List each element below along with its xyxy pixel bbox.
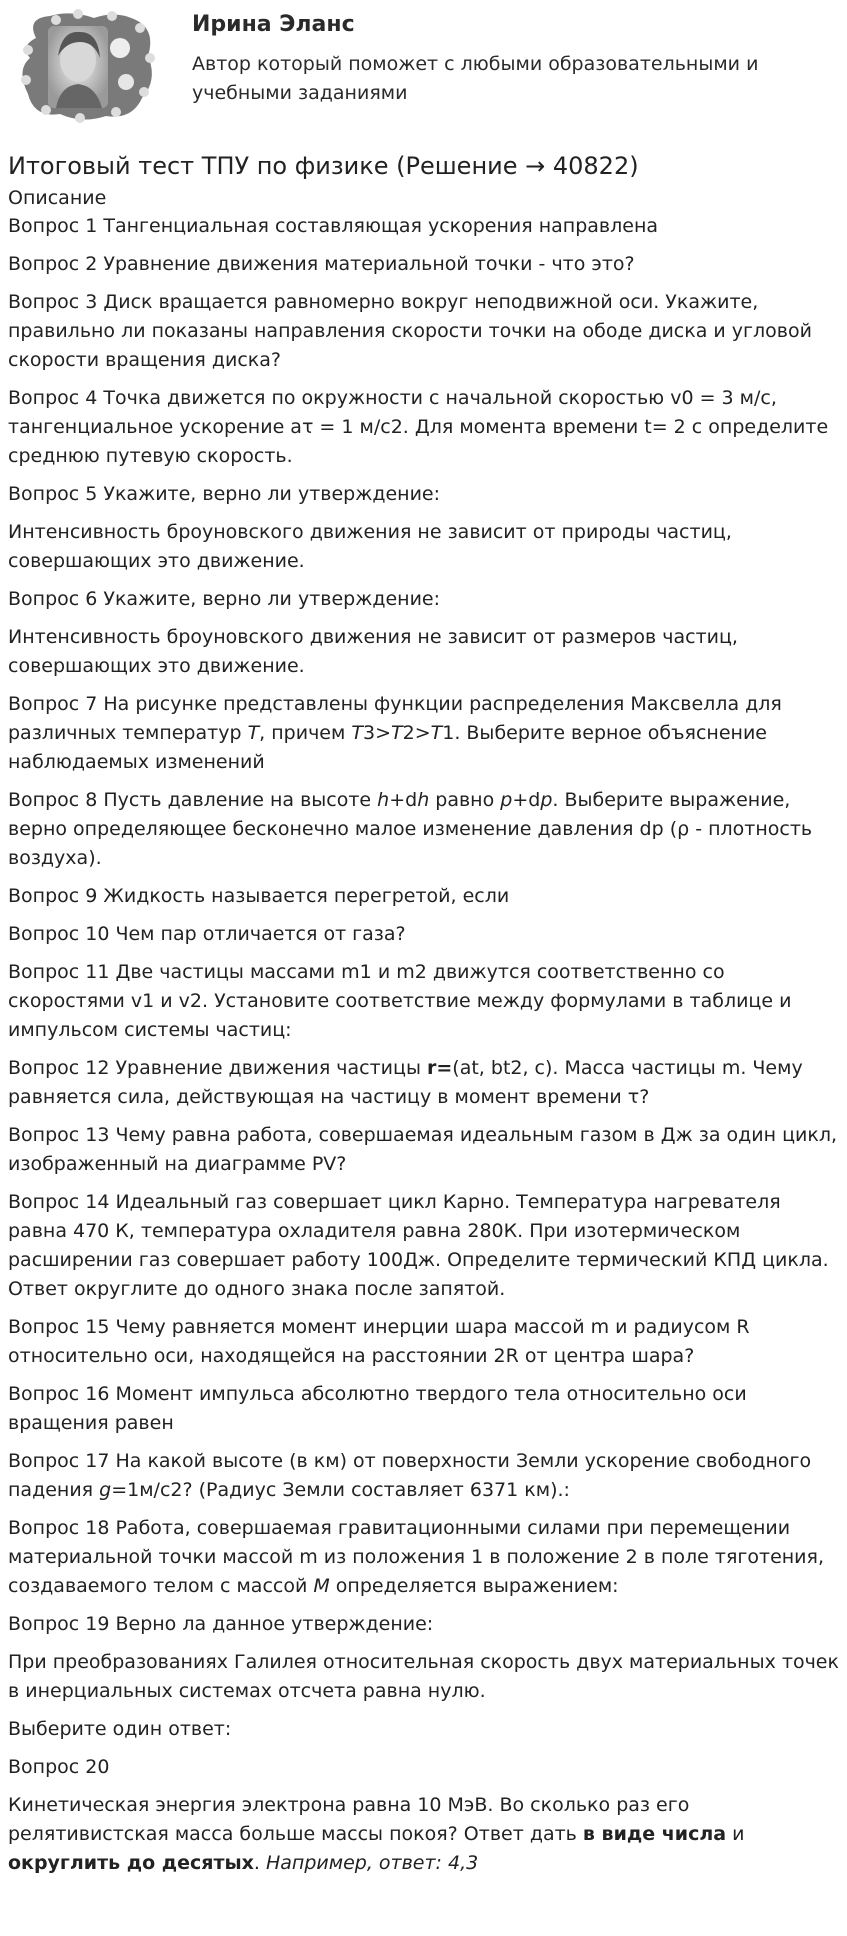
page-title: Итоговый тест ТПУ по физике (Решение → 40822) [8,152,639,180]
question-20-text: Кинетическая энергия электрона равна 10 МэВ. Во сколько раз его релятивистская масса больше массы покоя? Ответ дать в виде числа и округлить до десятых. Например, ответ: 4,3 [8,1794,745,1874]
question-11: Вопрос 11 Две частицы массами m1 и m2 движутся соответственно со скоростями v1 и v2. Установите соответствие между формулами в таблице и импульсом системы частиц: [8,961,792,1041]
question-1: Вопрос 1 Тангенциальная составляющая ускорения направлена [8,215,659,237]
question-8: Вопрос 8 Пусть давление на высоте h+dh равно p+dp. Выберите выражение, верно определяющее бесконечно малое изменение давления dp (ρ - плотность воздуха). [8,789,813,869]
question-9: Вопрос 9 Жидкость называется перегретой, если [8,885,510,907]
question-5-statement: Интенсивность броуновского движения не зависит от природы частиц, совершающих это движение. [8,521,732,572]
question-19-prompt: Выберите один ответ: [8,1718,232,1740]
author-avatar[interactable] [16,8,158,124]
question-5: Вопрос 5 Укажите, верно ли утверждение: [8,483,441,505]
question-13: Вопрос 13 Чему равна работа, совершаемая идеальным газом в Дж за один цикл, изображенный на диаграмме PV? [8,1124,838,1175]
question-19: Вопрос 19 Верно ла данное утверждение: [8,1613,434,1635]
author-block [8,0,839,150]
question-4: Вопрос 4 Точка движется по окружности с начальной скоростью v0 = 3 м/с, тангенциальное ускорение aτ = 1 м/с2. Для момента времени t= 2 с определите среднюю путевую скорость. [8,387,829,467]
question-18: Вопрос 18 Работа, совершаемая гравитационными силами при перемещении материальной точки массой m из положения 1 в положение 2 в поле тяготения, создаваемого телом с массой M определяется выражением: [8,1517,824,1597]
question-12: Вопрос 12 Уравнение движения частицы r=(at, bt2, c). Масса частицы m. Чему равняется сила, действующая на частицу в момент времени τ? [8,1057,803,1108]
author-description: Автор который поможет с любыми образовательными и учебными заданиями [192,53,759,104]
question-14: Вопрос 14 Идеальный газ совершает цикл Карно. Температура нагревателя равна 470 К, температура охладителя равна 280К. При изотермическом расширении газ совершает работу 100Дж. Определите термический КПД цикла. Ответ округлите до одного знака после запятой. [8,1191,829,1300]
question-15: Вопрос 15 Чему равняется момент инерции шара массой m и радиусом R относительно оси, находящейся на расстоянии 2R от центра шара? [8,1316,750,1367]
question-10: Вопрос 10 Чем пар отличается от газа? [8,923,406,945]
question-7: Вопрос 7 На рисунке представлены функции распределения Максвелла для различных температур T, причем T3>T2>T1. Выберите верное объяснение наблюдаемых изменений [8,693,782,773]
author-name[interactable]: Ирина Эланс [192,12,355,37]
question-17: Вопрос 17 На какой высоте (в км) от поверхности Земли ускорение свободного падения g=1м/с2? (Радиус Земли составляет 6371 км).: [8,1450,812,1501]
description-label: Описание [8,187,107,209]
question-19-statement: При преобразованиях Галилея относительная скорость двух материальных точек в инерциальных системах отсчета равна нулю. [8,1651,839,1702]
question-3: Вопрос 3 Диск вращается равномерно вокруг неподвижной оси. Укажите, правильно ли показаны направления скорости точки на ободе диска и угловой скорости вращения диска? [8,291,812,371]
question-20: Вопрос 20 [8,1756,110,1778]
question-16: Вопрос 16 Момент импульса абсолютно твердого тела относительно оси вращения равен [8,1383,747,1434]
question-2: Вопрос 2 Уравнение движения материальной точки - что это? [8,253,635,275]
question-6: Вопрос 6 Укажите, верно ли утверждение: [8,588,441,610]
question-6-statement: Интенсивность броуновского движения не зависит от размеров частиц, совершающих это движение. [8,626,738,677]
